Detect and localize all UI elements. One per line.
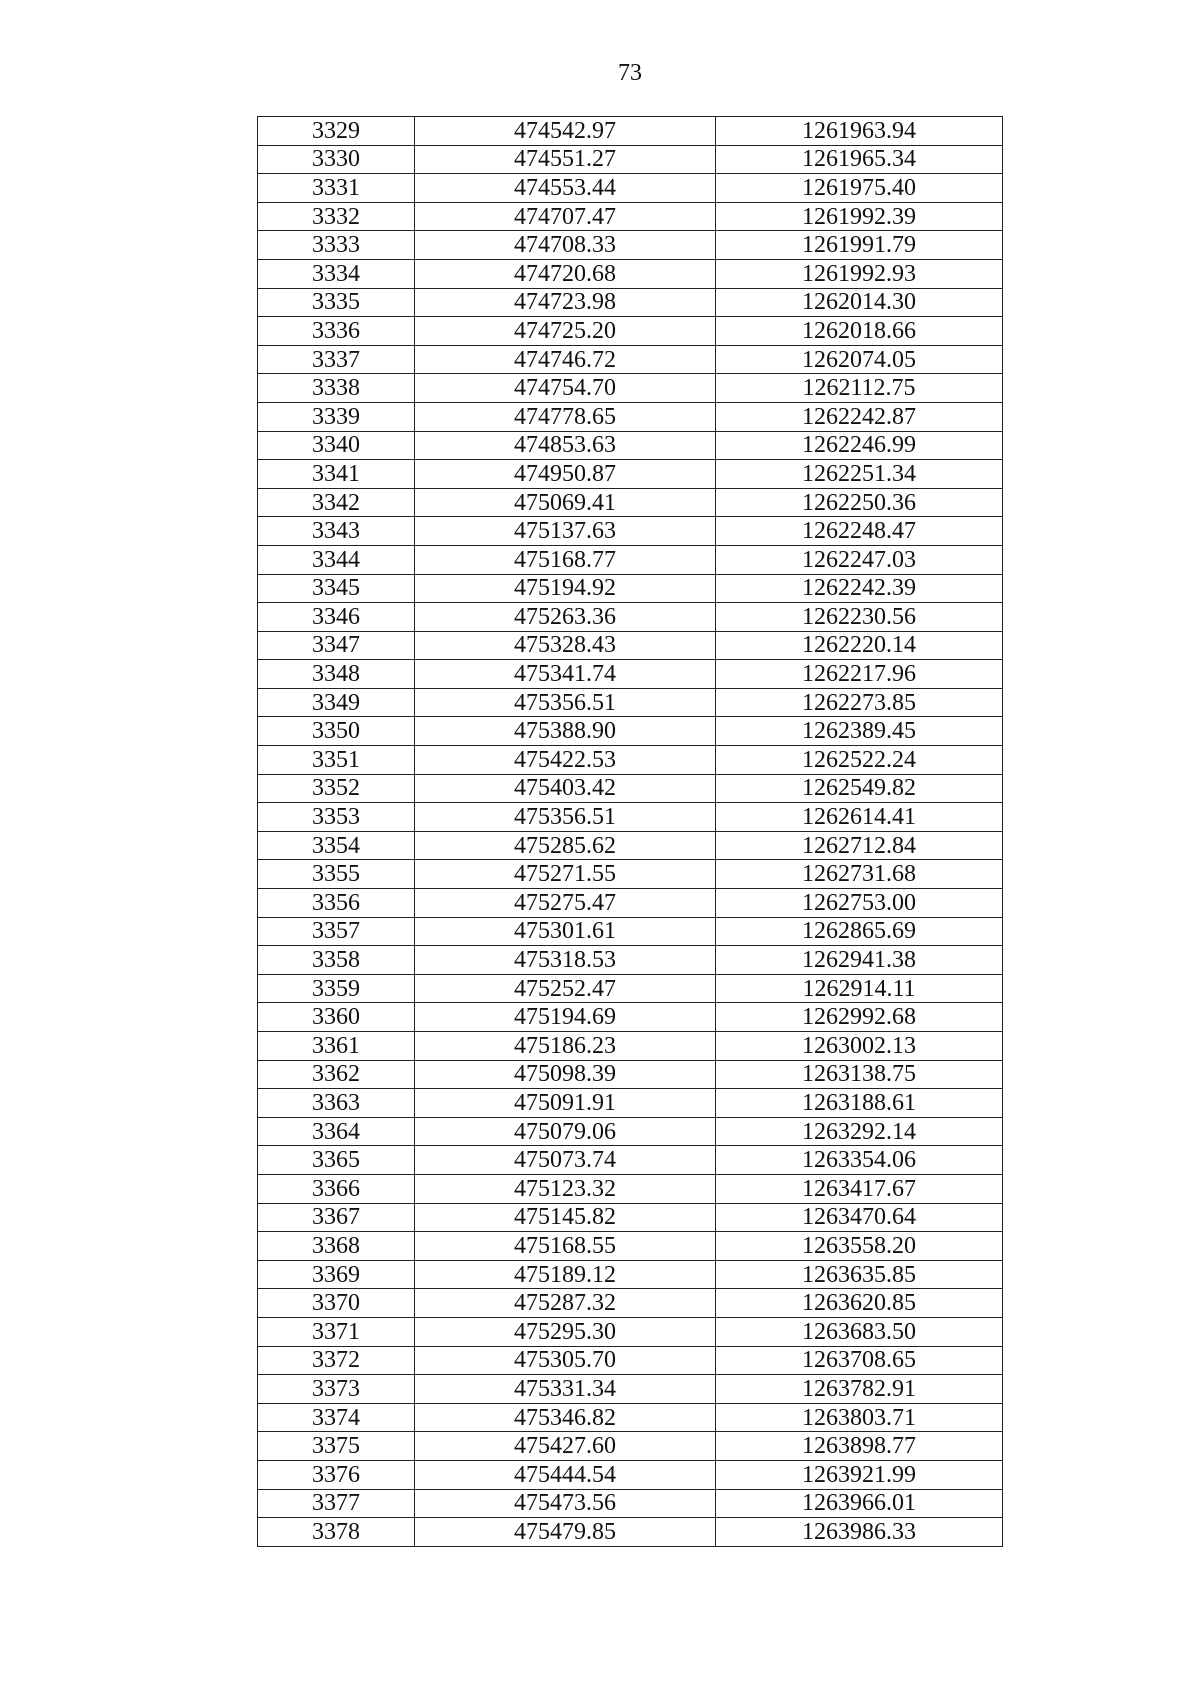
x-coordinate-cell: 474553.44	[415, 174, 716, 203]
table-row	[258, 717, 1003, 746]
x-coordinate-cell: 475287.32	[415, 1289, 716, 1318]
point-number-cell: 3361	[258, 1032, 415, 1061]
point-number-cell: 3354	[258, 831, 415, 860]
y-coordinate-cell: 1263188.61	[716, 1089, 1003, 1118]
x-coordinate-cell: 475301.61	[415, 917, 716, 946]
x-coordinate-cell: 475186.23	[415, 1032, 716, 1061]
x-coordinate-cell: 475388.90	[415, 717, 716, 746]
table-row	[258, 1518, 1003, 1547]
y-coordinate-cell: 1262246.99	[716, 431, 1003, 460]
x-coordinate-cell: 474707.47	[415, 202, 716, 231]
x-coordinate-cell: 475341.74	[415, 660, 716, 689]
point-number-cell: 3353	[258, 803, 415, 832]
x-coordinate-cell: 474950.87	[415, 460, 716, 489]
y-coordinate-cell: 1261965.34	[716, 145, 1003, 174]
table-row	[258, 1089, 1003, 1118]
y-coordinate-cell: 1261992.39	[716, 202, 1003, 231]
table-row	[258, 231, 1003, 260]
x-coordinate-cell: 474542.97	[415, 117, 716, 146]
table-row	[258, 1489, 1003, 1518]
point-number-cell: 3365	[258, 1146, 415, 1175]
table-row	[258, 117, 1003, 146]
y-coordinate-cell: 1262018.66	[716, 317, 1003, 346]
y-coordinate-cell: 1263620.85	[716, 1289, 1003, 1318]
y-coordinate-cell: 1263470.64	[716, 1203, 1003, 1232]
point-number-cell: 3340	[258, 431, 415, 460]
point-number-cell: 3343	[258, 517, 415, 546]
point-number-cell: 3374	[258, 1403, 415, 1432]
x-coordinate-cell: 475473.56	[415, 1489, 716, 1518]
x-coordinate-cell: 475123.32	[415, 1174, 716, 1203]
x-coordinate-cell: 475194.69	[415, 1003, 716, 1032]
point-number-cell: 3356	[258, 889, 415, 918]
point-number-cell: 3364	[258, 1117, 415, 1146]
point-number-cell: 3360	[258, 1003, 415, 1032]
y-coordinate-cell: 1262074.05	[716, 345, 1003, 374]
table-row	[258, 946, 1003, 975]
y-coordinate-cell: 1262230.56	[716, 603, 1003, 632]
table-row	[258, 174, 1003, 203]
y-coordinate-cell: 1262941.38	[716, 946, 1003, 975]
table-row	[258, 1346, 1003, 1375]
x-coordinate-cell: 475091.91	[415, 1089, 716, 1118]
table-row	[258, 145, 1003, 174]
point-number-cell: 3332	[258, 202, 415, 231]
point-number-cell: 3372	[258, 1346, 415, 1375]
table-row	[258, 1232, 1003, 1261]
table-row	[258, 917, 1003, 946]
table-row	[258, 1203, 1003, 1232]
y-coordinate-cell: 1262250.36	[716, 488, 1003, 517]
table-row	[258, 488, 1003, 517]
x-coordinate-cell: 475295.30	[415, 1317, 716, 1346]
y-coordinate-cell: 1262992.68	[716, 1003, 1003, 1032]
table-row	[258, 288, 1003, 317]
x-coordinate-cell: 475328.43	[415, 631, 716, 660]
point-number-cell: 3347	[258, 631, 415, 660]
x-coordinate-cell: 475346.82	[415, 1403, 716, 1432]
x-coordinate-cell: 475073.74	[415, 1146, 716, 1175]
point-number-cell: 3350	[258, 717, 415, 746]
point-number-cell: 3351	[258, 746, 415, 775]
table-row	[258, 660, 1003, 689]
x-coordinate-cell: 474746.72	[415, 345, 716, 374]
table-row	[258, 1174, 1003, 1203]
point-number-cell: 3376	[258, 1460, 415, 1489]
y-coordinate-cell: 1262242.39	[716, 574, 1003, 603]
y-coordinate-cell: 1262389.45	[716, 717, 1003, 746]
y-coordinate-cell: 1263558.20	[716, 1232, 1003, 1261]
point-number-cell: 3333	[258, 231, 415, 260]
y-coordinate-cell: 1263292.14	[716, 1117, 1003, 1146]
y-coordinate-cell: 1261992.93	[716, 259, 1003, 288]
table-row	[258, 1146, 1003, 1175]
x-coordinate-cell: 474723.98	[415, 288, 716, 317]
point-number-cell: 3362	[258, 1060, 415, 1089]
x-coordinate-cell: 475318.53	[415, 946, 716, 975]
point-number-cell: 3373	[258, 1375, 415, 1404]
y-coordinate-cell: 1263138.75	[716, 1060, 1003, 1089]
x-coordinate-cell: 475145.82	[415, 1203, 716, 1232]
table-row	[258, 631, 1003, 660]
y-coordinate-cell: 1262217.96	[716, 660, 1003, 689]
x-coordinate-cell: 474853.63	[415, 431, 716, 460]
point-number-cell: 3339	[258, 402, 415, 431]
x-coordinate-cell: 475422.53	[415, 746, 716, 775]
x-coordinate-cell: 475305.70	[415, 1346, 716, 1375]
point-number-cell: 3329	[258, 117, 415, 146]
table-row	[258, 774, 1003, 803]
point-number-cell: 3342	[258, 488, 415, 517]
x-coordinate-cell: 475098.39	[415, 1060, 716, 1089]
point-number-cell: 3336	[258, 317, 415, 346]
table-row	[258, 860, 1003, 889]
point-number-cell: 3359	[258, 974, 415, 1003]
table-row	[258, 603, 1003, 632]
x-coordinate-cell: 475168.55	[415, 1232, 716, 1261]
table-row	[258, 831, 1003, 860]
x-coordinate-cell: 475194.92	[415, 574, 716, 603]
x-coordinate-cell: 474778.65	[415, 402, 716, 431]
table-row	[258, 1289, 1003, 1318]
y-coordinate-cell: 1263966.01	[716, 1489, 1003, 1518]
table-row	[258, 1003, 1003, 1032]
table-row	[258, 803, 1003, 832]
point-number-cell: 3371	[258, 1317, 415, 1346]
table-row	[258, 688, 1003, 717]
point-number-cell: 3349	[258, 688, 415, 717]
x-coordinate-cell: 475137.63	[415, 517, 716, 546]
y-coordinate-cell: 1262865.69	[716, 917, 1003, 946]
y-coordinate-cell: 1261975.40	[716, 174, 1003, 203]
point-number-cell: 3355	[258, 860, 415, 889]
x-coordinate-cell: 475356.51	[415, 688, 716, 717]
y-coordinate-cell: 1262247.03	[716, 545, 1003, 574]
coordinates-table-body	[258, 117, 1003, 1547]
table-row	[258, 1117, 1003, 1146]
table-row	[258, 1317, 1003, 1346]
y-coordinate-cell: 1262273.85	[716, 688, 1003, 717]
x-coordinate-cell: 475427.60	[415, 1432, 716, 1461]
y-coordinate-cell: 1261991.79	[716, 231, 1003, 260]
table-row	[258, 1375, 1003, 1404]
y-coordinate-cell: 1262731.68	[716, 860, 1003, 889]
point-number-cell: 3335	[258, 288, 415, 317]
table-row	[258, 1403, 1003, 1432]
y-coordinate-cell: 1263803.71	[716, 1403, 1003, 1432]
y-coordinate-cell: 1262242.87	[716, 402, 1003, 431]
x-coordinate-cell: 474754.70	[415, 374, 716, 403]
y-coordinate-cell: 1263417.67	[716, 1174, 1003, 1203]
point-number-cell: 3367	[258, 1203, 415, 1232]
x-coordinate-cell: 475275.47	[415, 889, 716, 918]
point-number-cell: 3352	[258, 774, 415, 803]
x-coordinate-cell: 475444.54	[415, 1460, 716, 1489]
table-row	[258, 374, 1003, 403]
point-number-cell: 3346	[258, 603, 415, 632]
point-number-cell: 3338	[258, 374, 415, 403]
point-number-cell: 3366	[258, 1174, 415, 1203]
point-number-cell: 3369	[258, 1260, 415, 1289]
y-coordinate-cell: 1263782.91	[716, 1375, 1003, 1404]
x-coordinate-cell: 474725.20	[415, 317, 716, 346]
table-row	[258, 345, 1003, 374]
x-coordinate-cell: 475263.36	[415, 603, 716, 632]
point-number-cell: 3330	[258, 145, 415, 174]
point-number-cell: 3331	[258, 174, 415, 203]
point-number-cell: 3341	[258, 460, 415, 489]
table-row	[258, 460, 1003, 489]
y-coordinate-cell: 1262220.14	[716, 631, 1003, 660]
y-coordinate-cell: 1261963.94	[716, 117, 1003, 146]
x-coordinate-cell: 475285.62	[415, 831, 716, 860]
y-coordinate-cell: 1262753.00	[716, 889, 1003, 918]
table-row	[258, 402, 1003, 431]
point-number-cell: 3363	[258, 1089, 415, 1118]
x-coordinate-cell: 474720.68	[415, 259, 716, 288]
x-coordinate-cell: 475189.12	[415, 1260, 716, 1289]
x-coordinate-cell: 474551.27	[415, 145, 716, 174]
y-coordinate-cell: 1262549.82	[716, 774, 1003, 803]
y-coordinate-cell: 1263986.33	[716, 1518, 1003, 1547]
point-number-cell: 3378	[258, 1518, 415, 1547]
point-number-cell: 3377	[258, 1489, 415, 1518]
y-coordinate-cell: 1263708.65	[716, 1346, 1003, 1375]
point-number-cell: 3368	[258, 1232, 415, 1261]
y-coordinate-cell: 1262014.30	[716, 288, 1003, 317]
point-number-cell: 3344	[258, 545, 415, 574]
x-coordinate-cell: 475252.47	[415, 974, 716, 1003]
table-row	[258, 1032, 1003, 1061]
point-number-cell: 3345	[258, 574, 415, 603]
table-row	[258, 889, 1003, 918]
y-coordinate-cell: 1263002.13	[716, 1032, 1003, 1061]
y-coordinate-cell: 1262712.84	[716, 831, 1003, 860]
table-row	[258, 517, 1003, 546]
point-number-cell: 3375	[258, 1432, 415, 1461]
y-coordinate-cell: 1263354.06	[716, 1146, 1003, 1175]
table-row	[258, 1432, 1003, 1461]
y-coordinate-cell: 1262914.11	[716, 974, 1003, 1003]
point-number-cell: 3334	[258, 259, 415, 288]
table-row	[258, 574, 1003, 603]
table-row	[258, 974, 1003, 1003]
table-row	[258, 1460, 1003, 1489]
y-coordinate-cell: 1263921.99	[716, 1460, 1003, 1489]
y-coordinate-cell: 1263635.85	[716, 1260, 1003, 1289]
table-row	[258, 1260, 1003, 1289]
table-row	[258, 259, 1003, 288]
point-number-cell: 3337	[258, 345, 415, 374]
y-coordinate-cell: 1263898.77	[716, 1432, 1003, 1461]
point-number-cell: 3370	[258, 1289, 415, 1318]
coordinates-table	[257, 116, 1003, 1547]
x-coordinate-cell: 475479.85	[415, 1518, 716, 1547]
x-coordinate-cell: 475403.42	[415, 774, 716, 803]
point-number-cell: 3357	[258, 917, 415, 946]
table-row	[258, 431, 1003, 460]
y-coordinate-cell: 1262251.34	[716, 460, 1003, 489]
table-row	[258, 317, 1003, 346]
y-coordinate-cell: 1262112.75	[716, 374, 1003, 403]
y-coordinate-cell: 1263683.50	[716, 1317, 1003, 1346]
x-coordinate-cell: 475356.51	[415, 803, 716, 832]
y-coordinate-cell: 1262522.24	[716, 746, 1003, 775]
x-coordinate-cell: 475168.77	[415, 545, 716, 574]
point-number-cell: 3358	[258, 946, 415, 975]
x-coordinate-cell: 474708.33	[415, 231, 716, 260]
point-number-cell: 3348	[258, 660, 415, 689]
x-coordinate-cell: 475079.06	[415, 1117, 716, 1146]
x-coordinate-cell: 475069.41	[415, 488, 716, 517]
table-row	[258, 746, 1003, 775]
y-coordinate-cell: 1262248.47	[716, 517, 1003, 546]
table-row	[258, 545, 1003, 574]
x-coordinate-cell: 475331.34	[415, 1375, 716, 1404]
table-row	[258, 1060, 1003, 1089]
table-row	[258, 202, 1003, 231]
y-coordinate-cell: 1262614.41	[716, 803, 1003, 832]
page-number: 73	[618, 60, 642, 86]
x-coordinate-cell: 475271.55	[415, 860, 716, 889]
